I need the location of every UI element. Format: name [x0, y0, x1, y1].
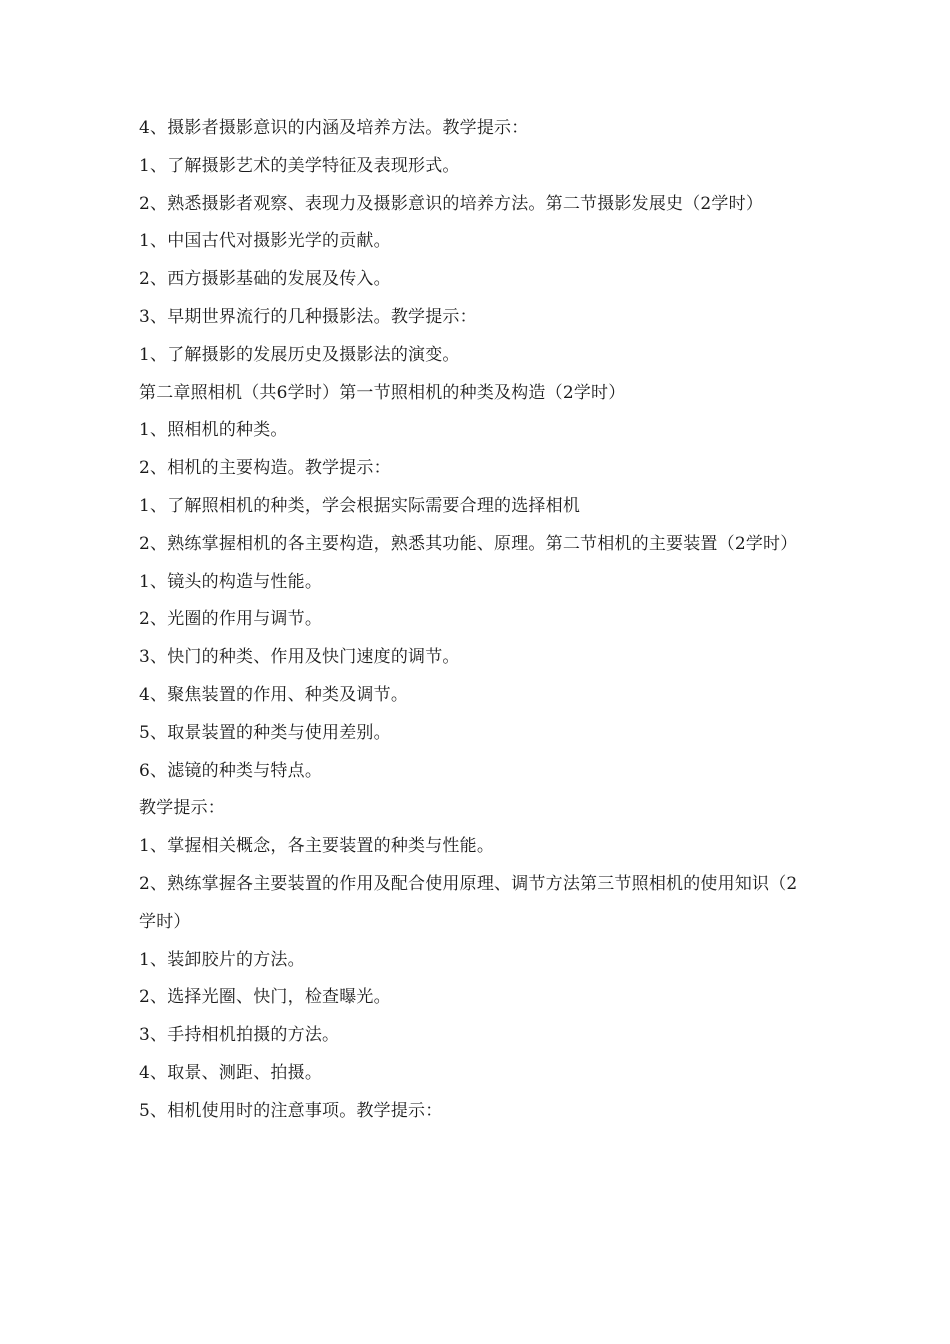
paragraph: 2、相机的主要构造。教学提示：: [139, 458, 391, 479]
paragraph: 2、西方摄影基础的发展及传入。: [139, 269, 391, 290]
paragraph: 3、手持相机拍摄的方法。: [139, 1025, 340, 1046]
paragraph: 1、中国古代对摄影光学的贡献。: [139, 231, 391, 252]
paragraph: 1、掌握相关概念，各主要装置的种类与性能。: [139, 836, 495, 857]
document-body: [139, 110, 811, 1131]
paragraph: 5、相机使用时的注意事项。教学提示：: [139, 1100, 443, 1121]
paragraph: 4、聚焦装置的作用、种类及调节。: [139, 684, 409, 705]
paragraph: 6、滤镜的种类与特点。: [139, 760, 323, 781]
paragraph: 3、快门的种类、作用及快门速度的调节。: [139, 647, 460, 668]
paragraph: 2、选择光圈、快门，检查曝光。: [139, 987, 391, 1008]
paragraph: 5、取景装置的种类与使用差别。: [139, 722, 391, 743]
paragraph: 第二章照相机（共6学时）第一节照相机的种类及构造（2学时）: [139, 382, 626, 403]
paragraph: 2、熟练掌握各主要装置的作用及配合使用原理、调节方法第三节照相机的使用知识（2学时）: [139, 873, 798, 932]
paragraph: 4、摄影者摄影意识的内涵及培养方法。教学提示：: [139, 118, 529, 138]
paragraph: 2、光圈的作用与调节。: [139, 609, 323, 630]
paragraph: 1、了解摄影的发展历史及摄影法的演变。: [139, 344, 460, 365]
paragraph: 1、了解摄影艺术的美学特征及表现形式。: [139, 155, 460, 176]
paragraph: 教学提示：: [139, 798, 225, 819]
paragraph: 1、镜头的构造与性能。: [139, 571, 323, 592]
paragraph: 1、了解照相机的种类，学会根据实际需要合理的选择相机: [139, 495, 581, 516]
paragraph: 2、熟练掌握相机的各主要构造，熟悉其功能、原理。第二节相机的主要装置（2学时）: [139, 533, 798, 554]
paragraph: 2、熟悉摄影者观察、表现力及摄影意识的培养方法。第二节摄影发展史（2学时）: [139, 193, 764, 214]
paragraph: 3、早期世界流行的几种摄影法。教学提示：: [139, 306, 477, 327]
paragraph: 1、装卸胶片的方法。: [139, 949, 305, 970]
paragraph: 4、取景、测距、拍摄。: [139, 1062, 323, 1083]
paragraph: 1、照相机的种类。: [139, 420, 288, 441]
